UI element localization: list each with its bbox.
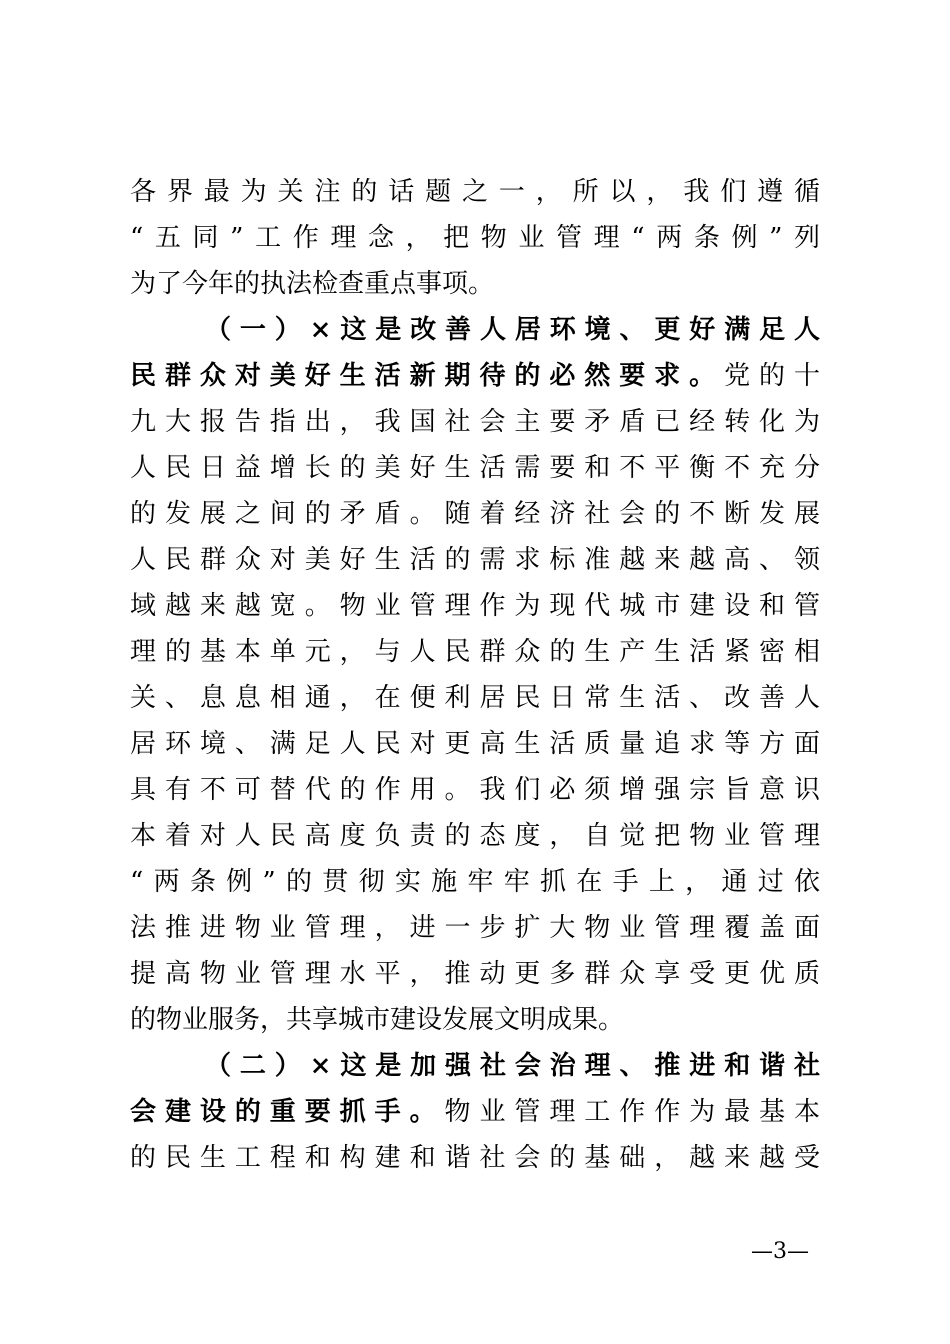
paragraph-line: 人民群众对美好生活的需求标准越来越高、领 xyxy=(130,545,820,575)
section-heading-2: （二）×这是加强社会治理、推进和谐社 xyxy=(205,1051,820,1081)
paragraph-line: 为了今年的执法检查重点事项。 xyxy=(130,269,495,299)
paragraph-text: 党的十 xyxy=(724,361,820,391)
paragraph-line: 具有不可替代的作用。我们必须增强宗旨意识 xyxy=(130,775,820,805)
paragraph-line: 域越来越宽。物业管理作为现代城市建设和管 xyxy=(130,591,820,621)
paragraph-line: 九大报告指出，我国社会主要矛盾已经转化为 xyxy=(130,407,820,437)
paragraph-line: 法推进物业管理，进一步扩大物业管理覆盖面 xyxy=(130,913,820,943)
page-number: —3— xyxy=(751,1239,809,1264)
paragraph-line: 提高物业管理水平，推动更多群众享受更优质 xyxy=(130,959,820,989)
paragraph-line: 的民生工程和构建和谐社会的基础，越来越受 xyxy=(130,1143,820,1173)
paragraph-line: 人民日益增长的美好生活需要和不平衡不充分 xyxy=(130,453,820,483)
paragraph-line: 各界最为关注的话题之一，所以，我们遵循 xyxy=(130,177,820,207)
paragraph-line: 的物业服务，共享城市建设发展文明成果。 xyxy=(130,1005,625,1035)
paragraph-line: 理的基本单元，与人民群众的生产生活紧密相 xyxy=(130,637,820,667)
section-heading-1-continued: 民群众对美好生活新期待的必然要求。 xyxy=(130,361,725,391)
paragraph-line: 关、息息相通，在便利居民日常生活、改善人 xyxy=(130,683,820,713)
mixed-heading-line xyxy=(130,1089,820,1135)
section-heading-2-continued: 会建设的重要抓手。 xyxy=(130,1097,445,1127)
paragraph-line: 本着对人民高度负责的态度，自觉把物业管理 xyxy=(130,821,820,851)
paragraph-line: “两条例”的贯彻实施牢牢抓在手上，通过依 xyxy=(130,867,820,897)
paragraph-line: “五同”工作理念，把物业管理“两条例”列 xyxy=(130,223,820,253)
mixed-heading-line xyxy=(130,353,820,399)
paragraph-line: 居环境、满足人民对更高生活质量追求等方面 xyxy=(130,729,820,759)
paragraph-text: 物业管理工作作为最基本 xyxy=(444,1097,820,1127)
section-heading-1: （一）×这是改善人居环境、更好满足人 xyxy=(205,315,820,345)
paragraph-line: 的发展之间的矛盾。随着经济社会的不断发展 xyxy=(130,499,820,529)
